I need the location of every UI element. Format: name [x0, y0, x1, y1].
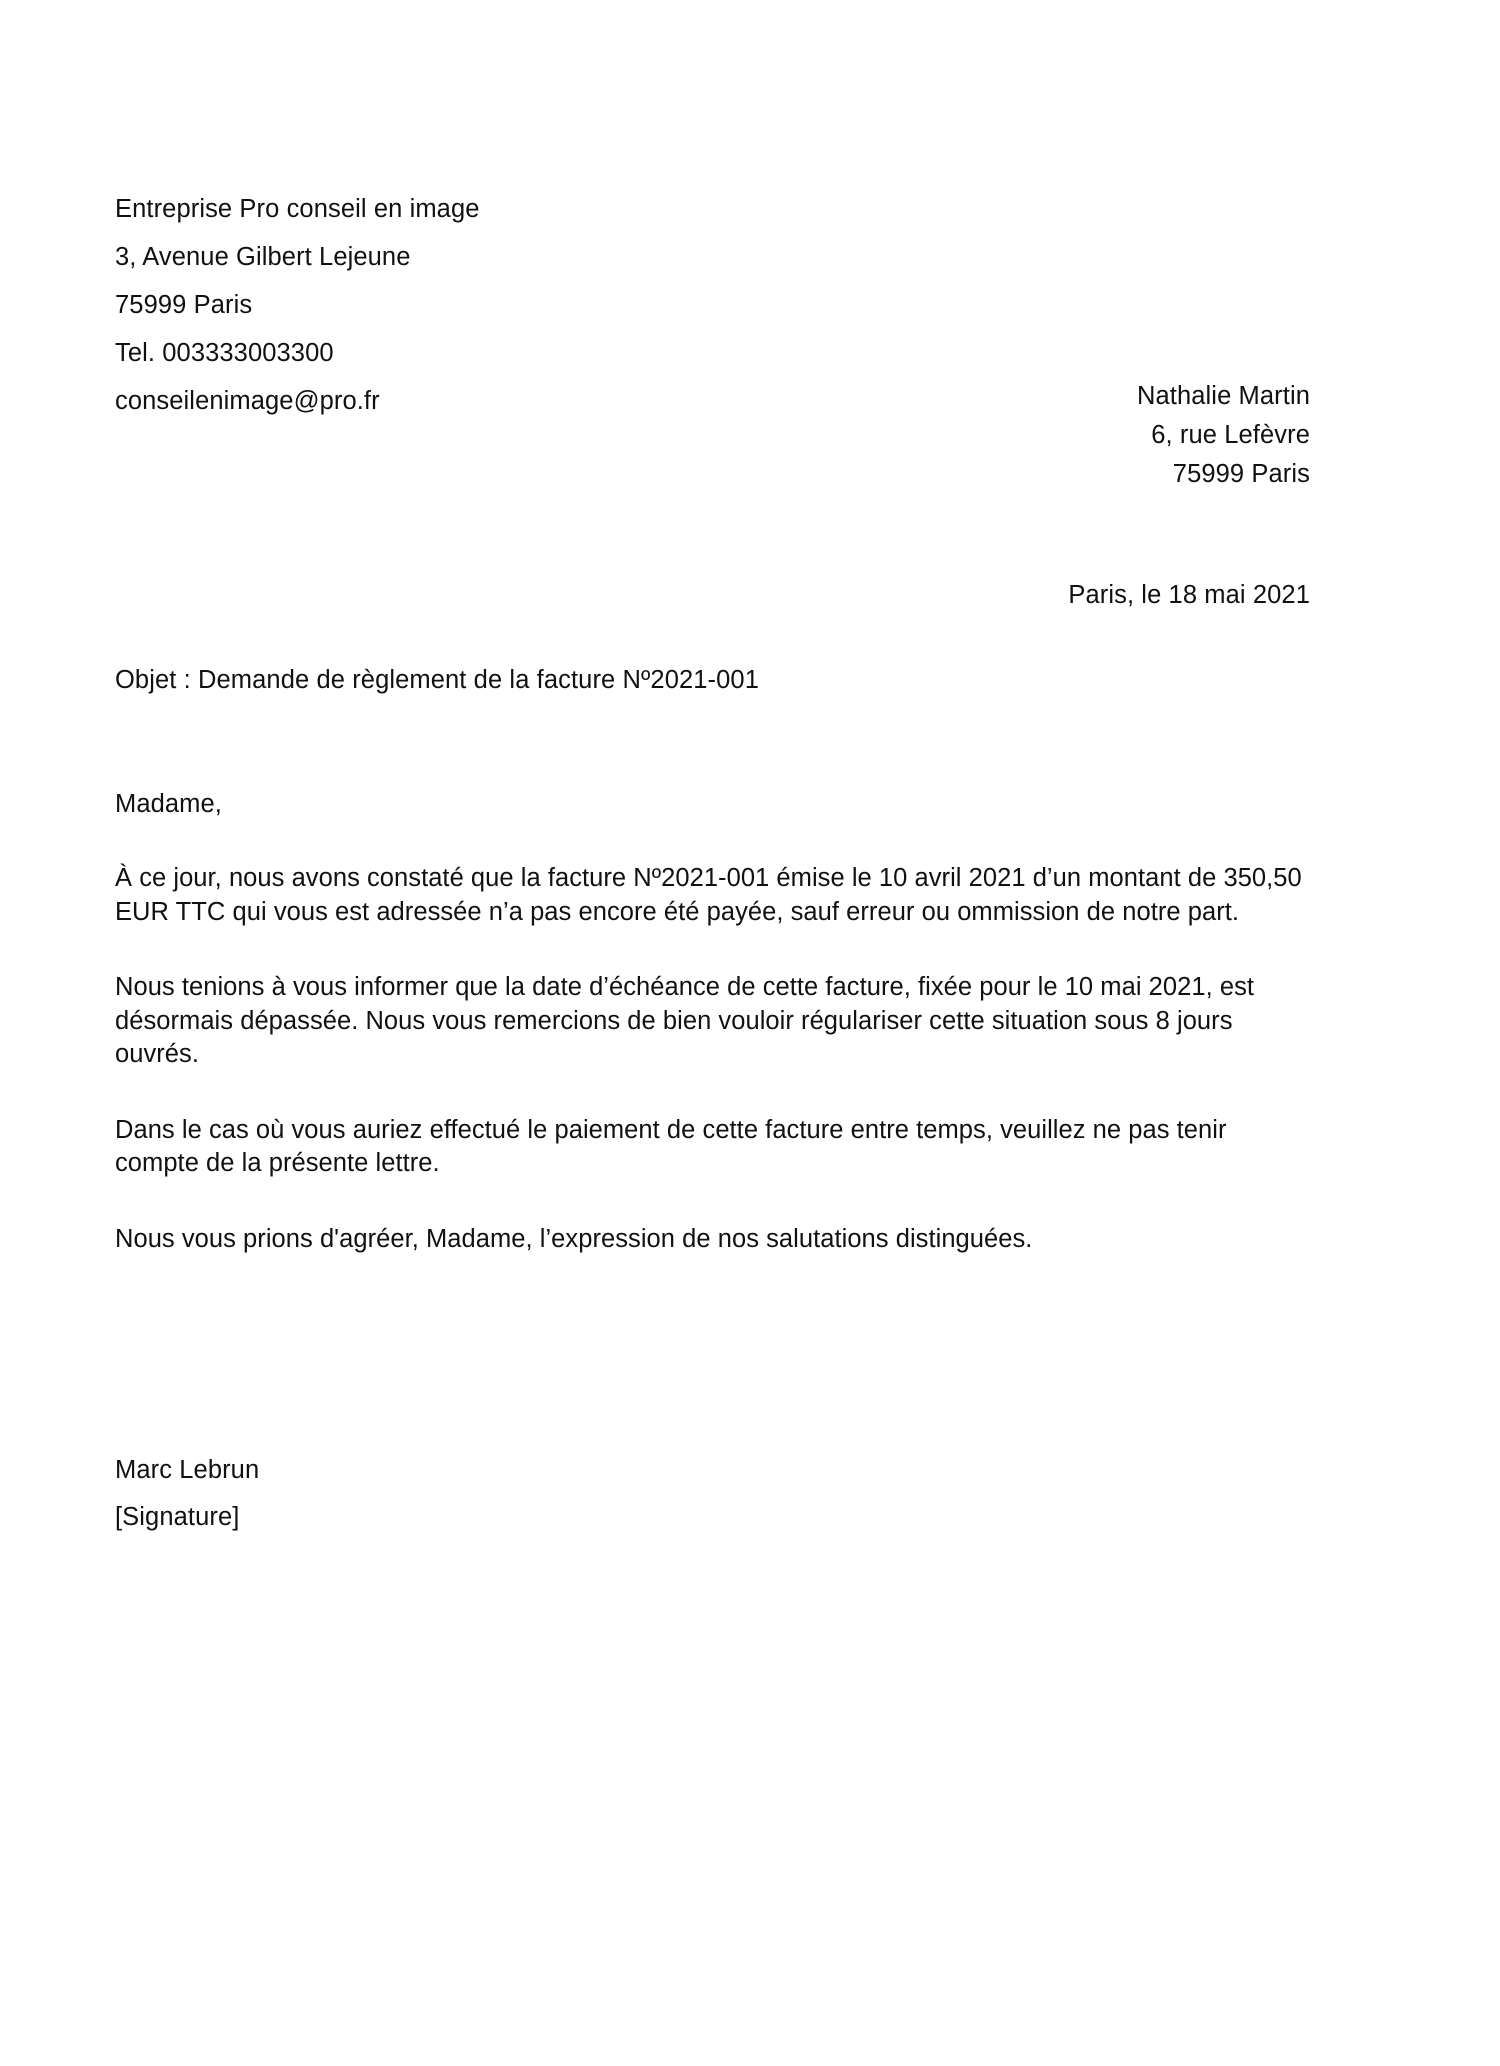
date-line: Paris, le 18 mai 2021: [1068, 581, 1310, 609]
greeting-line: Madame,: [115, 790, 222, 818]
sender-company: Entreprise Pro conseil en image: [115, 195, 480, 223]
closing-salutation: Nous vous prions d'agréer, Madame, l’expression de nos salutations distinguées.: [115, 1224, 1033, 1253]
sender-street: 3, Avenue Gilbert Lejeune: [115, 243, 411, 271]
sender-phone: Tel. 003333003300: [115, 339, 334, 367]
recipient-address-block: [710, 377, 1310, 494]
recipient-name: Nathalie Martin: [1137, 382, 1310, 410]
signature-placeholder: [Signature]: [115, 1503, 240, 1531]
body-paragraph-3: Dans le cas où vous auriez effectué le paiement de cette facture entre temps, veuillez ne pas tenir compte de la présente lettre.: [115, 1115, 1227, 1177]
recipient-city: 75999 Paris: [1172, 460, 1310, 488]
signature-name: Marc Lebrun: [115, 1456, 260, 1484]
signature-block: [115, 1447, 815, 1541]
letter-body: [115, 862, 1310, 1256]
sender-city: 75999 Paris: [115, 291, 253, 319]
sender-email: conseilenimage@pro.fr: [115, 387, 380, 415]
body-paragraph-2: Nous tenions à vous informer que la date d’échéance de cette facture, fixée pour le 10 mai 2021, est désormais dépassée. Nous vous remercions de bien vouloir régulariser cette situation sous 8 jours ouvrés.: [115, 973, 1255, 1068]
body-paragraph-1: À ce jour, nous avons constaté que la facture Nº2021-001 émise le 10 avril 2021 d’un montant de 350,50 EUR TTC qui vous est adressée n’a pas encore été payée, sauf erreur ou ommission de notre part.: [115, 864, 1302, 926]
recipient-street: 6, rue Lefèvre: [1151, 421, 1310, 449]
subject-line: Objet : Demande de règlement de la facture Nº2021-001: [115, 666, 759, 694]
